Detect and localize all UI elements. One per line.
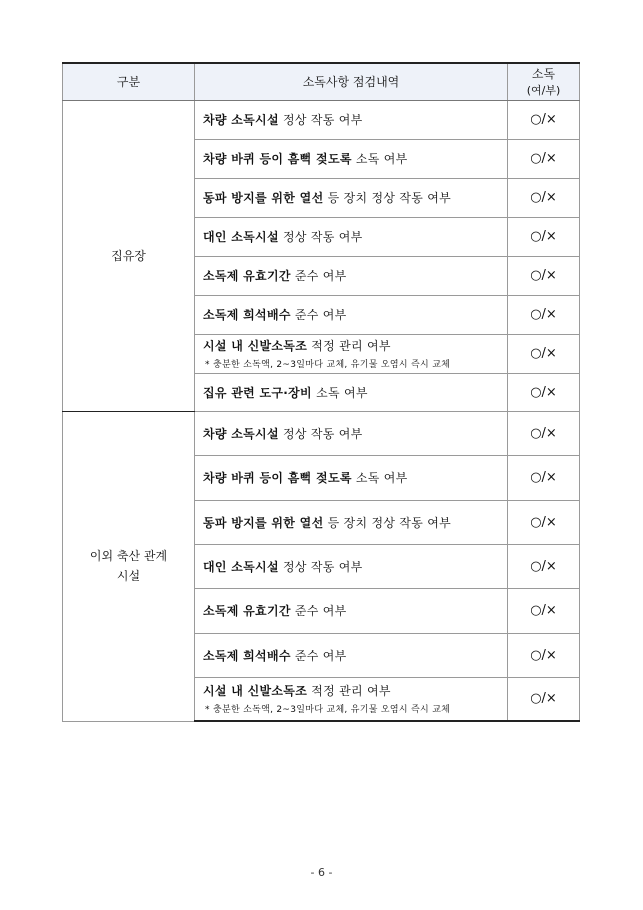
check-item <box>195 256 508 295</box>
header-check <box>508 63 580 100</box>
check-item <box>195 217 508 256</box>
check-item-key: 동파 방지를 위한 열선 <box>203 191 324 205</box>
check-item <box>195 295 508 334</box>
check-item <box>195 455 508 500</box>
check-item <box>195 544 508 588</box>
check-mark: ○/× <box>508 677 580 721</box>
check-mark: ○/× <box>508 295 580 334</box>
check-mark: ○/× <box>508 139 580 178</box>
check-item-rest: 적정 관리 여부 <box>307 684 391 699</box>
check-item-key: 소독제 유효기간 <box>203 604 291 618</box>
check-item-key: 집유 관련 도구·장비 <box>203 385 312 400</box>
check-item-note: * 충분한 소독액, 2~3일마다 교체, 유기물 오염시 즉시 교체 <box>205 705 451 716</box>
check-item <box>195 178 508 217</box>
check-mark: ○/× <box>508 455 580 500</box>
header-check-line1: 소독 <box>531 67 556 82</box>
check-item-key: 대인 소독시설 <box>203 230 279 244</box>
check-mark: ○/× <box>508 100 580 139</box>
section-label: 이외 축산 관계 시설 <box>63 411 195 721</box>
check-item <box>195 588 508 633</box>
check-item-key: 시설 내 신발소독조 <box>203 339 308 353</box>
check-item <box>195 633 508 677</box>
check-mark: ○/× <box>508 500 580 544</box>
check-item-rest: 소독 여부 <box>351 471 408 485</box>
check-mark: ○/× <box>508 633 580 677</box>
check-mark: ○/× <box>508 544 580 588</box>
check-item-note: * 충분한 소독액, 2~3일마다 교체, 유기물 오염시 즉시 교체 <box>205 360 451 370</box>
check-item <box>195 334 508 373</box>
table-body <box>63 100 580 721</box>
check-item-rest: 준수 여부 <box>290 269 347 283</box>
check-item-key: 소독제 유효기간 <box>203 269 291 283</box>
check-item-key: 차량 소독시설 <box>203 113 279 127</box>
check-item <box>195 100 508 139</box>
check-item-rest: 준수 여부 <box>290 308 347 322</box>
check-item <box>195 139 508 178</box>
table-row <box>63 100 580 139</box>
check-item-key: 동파 방지를 위한 열선 <box>203 515 324 530</box>
section-label: 집유장 <box>63 100 195 411</box>
check-item-key: 차량 바퀴 등이 흠뻑 젖도록 <box>203 471 352 485</box>
check-item-rest: 소독 여부 <box>351 152 408 166</box>
check-item-rest: 적정 관리 여부 <box>307 339 391 353</box>
inspection-table <box>62 62 580 722</box>
check-item-rest: 정상 작동 여부 <box>278 559 363 574</box>
check-item <box>195 500 508 544</box>
check-item-rest: 등 장치 정상 작동 여부 <box>323 515 452 530</box>
check-item-rest: 소독 여부 <box>311 385 368 400</box>
check-mark: ○/× <box>508 178 580 217</box>
check-item-key: 차량 소독시설 <box>203 426 279 441</box>
check-mark: ○/× <box>508 411 580 455</box>
page-number: - 6 - <box>310 866 333 879</box>
check-item-rest: 정상 작동 여부 <box>278 426 363 441</box>
check-item-key: 시설 내 신발소독조 <box>203 684 308 699</box>
check-mark: ○/× <box>508 256 580 295</box>
check-item <box>195 411 508 455</box>
check-item-key: 차량 바퀴 등이 흠뻑 젖도록 <box>203 152 352 166</box>
table-row <box>63 411 580 455</box>
check-item-key: 대인 소독시설 <box>203 559 279 574</box>
check-item-rest: 정상 작동 여부 <box>278 113 363 127</box>
check-mark: ○/× <box>508 217 580 256</box>
check-item-rest: 정상 작동 여부 <box>278 230 363 244</box>
check-item-rest: 등 장치 정상 작동 여부 <box>323 191 452 205</box>
header-content: 소독사항 점검내역 <box>195 63 508 100</box>
check-item <box>195 373 508 411</box>
check-mark: ○/× <box>508 334 580 373</box>
check-mark: ○/× <box>508 588 580 633</box>
check-item <box>195 677 508 721</box>
header-row <box>63 63 580 100</box>
check-mark: ○/× <box>508 373 580 411</box>
header-check-line2: (여/부) <box>526 84 561 98</box>
check-item-key: 소독제 희석배수 <box>203 648 291 663</box>
check-item-rest: 준수 여부 <box>290 604 347 618</box>
check-item-key: 소독제 희석배수 <box>203 308 291 322</box>
header-category: 구분 <box>63 63 195 100</box>
check-item-rest: 준수 여부 <box>290 648 347 663</box>
